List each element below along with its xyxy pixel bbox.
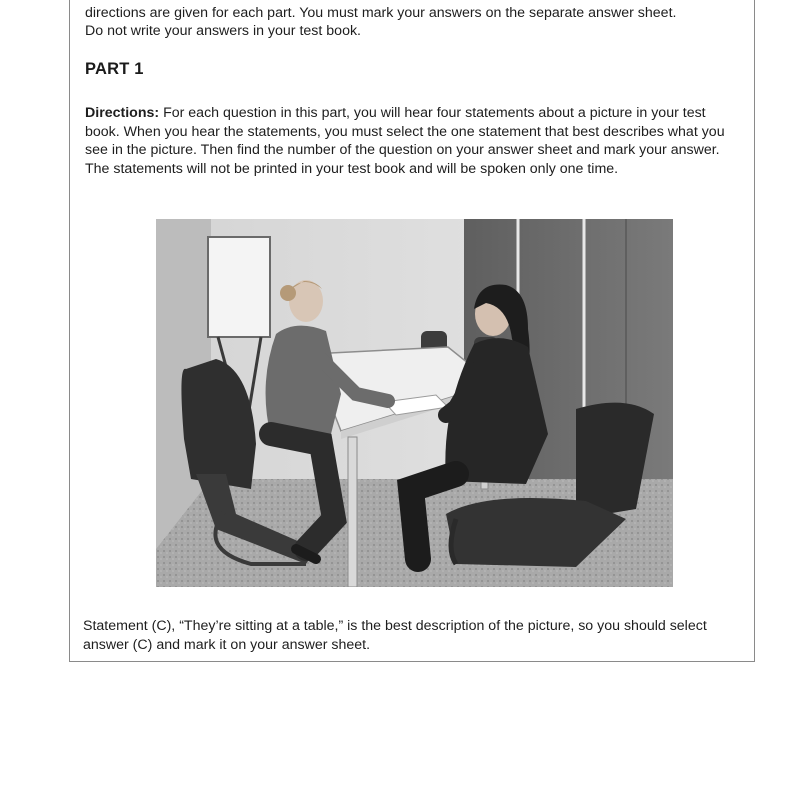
example-photo <box>156 219 673 587</box>
directions-label: Directions: <box>85 105 160 121</box>
photo-illustration <box>156 219 673 587</box>
part-heading: PART 1 <box>85 60 144 78</box>
flipchart-board <box>208 237 270 337</box>
intro-line-1: directions are given for each part. You must mark your answers on the separate answer sheet. <box>85 5 677 21</box>
directions-text: For each question in this part, you will hear four statements about a picture in your test book. When you hear the statements, you must select the one statement that best describes what you see in the picture. Then find the number of the question on your answer sheet and mark your answer. The statements will not be printed in your test book and will be spoken only one time. <box>85 105 725 177</box>
directions-paragraph <box>85 104 740 178</box>
intro-paragraph <box>85 4 745 40</box>
example-answer-statement: Statement (C), “They’re sitting at a table,” is the best description of the picture, so you should select answer (C) and mark it on your answer sheet. <box>83 618 707 653</box>
table-leg <box>348 437 357 587</box>
intro-line-2: Do not write your answers in your test book. <box>85 23 361 39</box>
